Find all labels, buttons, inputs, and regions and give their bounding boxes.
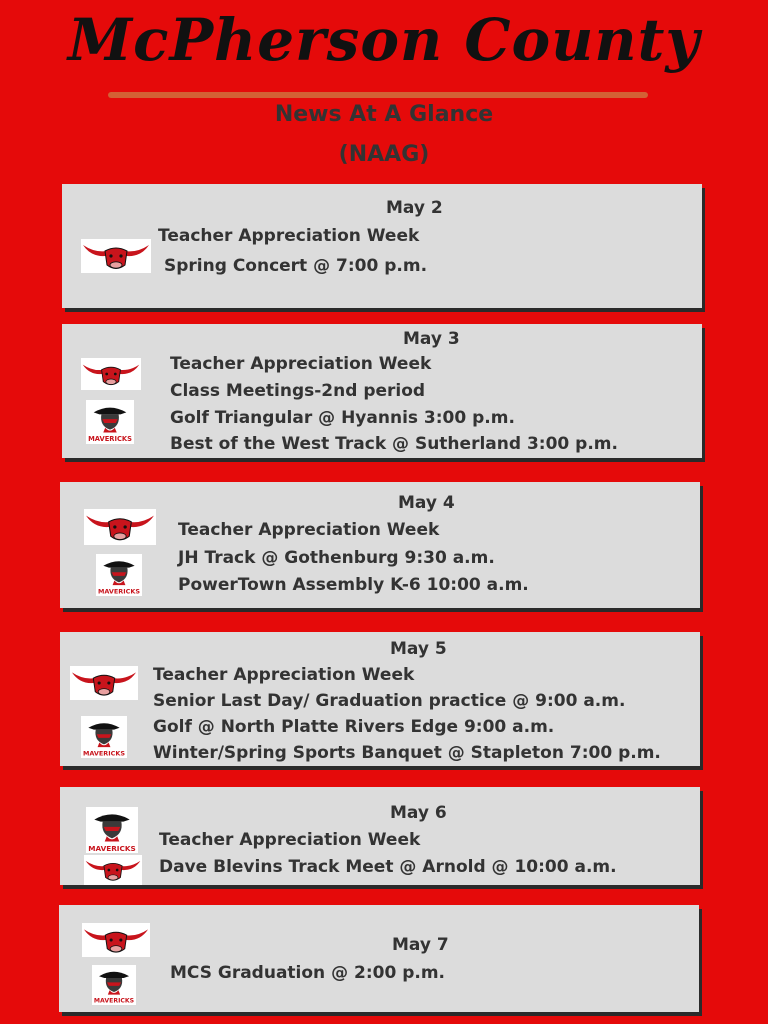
longhorn-bull-logo [81, 239, 151, 273]
title-underline-brush [108, 92, 648, 98]
event-item: Teacher Appreciation Week [159, 830, 421, 850]
event-item: Class Meetings-2nd period [170, 381, 426, 401]
longhorn-bull-logo [84, 509, 156, 545]
event-item: Teacher Appreciation Week [158, 226, 420, 246]
page-subtitle-abbreviation: (NAAG) [338, 142, 430, 167]
mavericks-logo [81, 716, 127, 758]
event-item: Senior Last Day/ Graduation practice @ 9:00 a.m. [153, 691, 626, 711]
day-date: May 5 [390, 639, 447, 659]
day-date: May 7 [392, 935, 449, 955]
mavericks-logo [86, 400, 134, 444]
event-item: Winter/Spring Sports Banquet @ Stapleton 7:00 p.m. [153, 743, 661, 763]
event-item: Best of the West Track @ Sutherland 3:00 p.m. [170, 434, 618, 454]
event-item: Dave Blevins Track Meet @ Arnold @ 10:00 a.m. [159, 857, 617, 877]
day-card-may-7 [59, 905, 699, 1012]
day-date: May 2 [386, 198, 443, 218]
day-card-may-4 [60, 482, 700, 608]
longhorn-bull-logo [82, 923, 150, 957]
day-card-may-6 [60, 787, 700, 885]
event-item: Spring Concert @ 7:00 p.m. [164, 256, 428, 276]
event-item: Golf Triangular @ Hyannis 3:00 p.m. [170, 408, 515, 428]
longhorn-bull-logo [84, 855, 142, 885]
mavericks-logo [86, 807, 138, 853]
day-card-may-3 [62, 324, 702, 458]
event-item: Teacher Appreciation Week [178, 520, 440, 540]
event-item: PowerTown Assembly K-6 10:00 a.m. [178, 575, 529, 595]
longhorn-bull-logo [70, 666, 138, 700]
day-date: May 4 [398, 493, 455, 513]
event-item: MCS Graduation @ 2:00 p.m. [170, 963, 445, 983]
day-card-may-5 [60, 632, 700, 766]
mavericks-logo [92, 965, 136, 1005]
page-title: McPherson County [67, 6, 701, 74]
day-date: May 6 [390, 803, 447, 823]
day-card-may-2 [62, 184, 702, 308]
longhorn-bull-logo [81, 358, 141, 390]
day-date: May 3 [403, 329, 460, 349]
event-item: JH Track @ Gothenburg 9:30 a.m. [178, 548, 495, 568]
event-item: Teacher Appreciation Week [170, 354, 432, 374]
event-item: Golf @ North Platte Rivers Edge 9:00 a.m. [153, 717, 555, 737]
page-subtitle: News At A Glance [274, 102, 494, 127]
mavericks-logo [96, 554, 142, 596]
event-item: Teacher Appreciation Week [153, 665, 415, 685]
